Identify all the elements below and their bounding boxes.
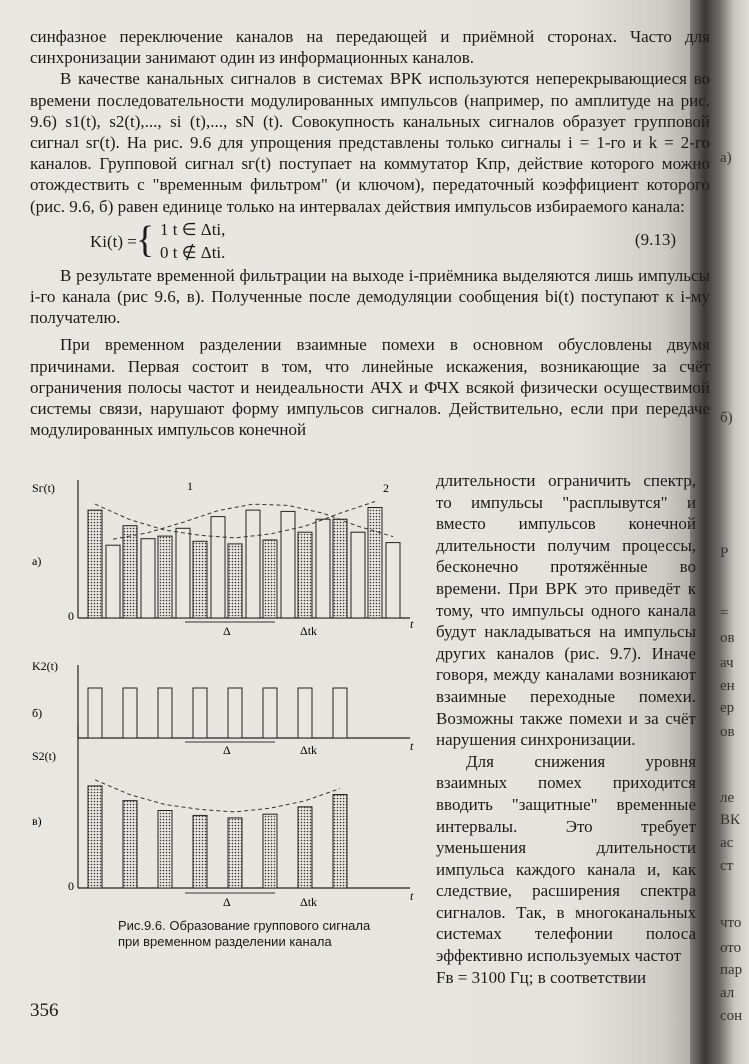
bar-channel-1 <box>351 532 365 618</box>
bar-channel-1 <box>176 528 190 618</box>
side-paragraph-1: длительности ограничить спектр, то импульсы "расплывутся" и вместо импульсов конечной длительности получим процессы, бесконечно протяжённые во времени. При ВРК это приведёт к тому, что импульсы одного канала будут накладываться на импульсы других каналов (рис. 9.7). Иначе говоря, между каналами возникают взаимные переходные помехи. Возможны также помехи и за счёт нарушения синхронизации. <box>436 471 696 750</box>
ylabel-c: S2(t) <box>32 749 56 763</box>
delta-tk-c: Δtk <box>300 895 318 909</box>
pulse-k2 <box>263 688 277 738</box>
next-page-fragment: а) <box>720 150 732 166</box>
pulse-k2 <box>88 688 102 738</box>
bar-channel-1 <box>106 545 120 618</box>
pulse-k2 <box>158 688 172 738</box>
side-paragraph-3: Fв = 3100 Гц; в соответствии <box>436 967 647 987</box>
curve-label-1: 1 <box>187 479 193 493</box>
next-page-fragment: ст <box>720 858 734 874</box>
delta-c: Δ <box>223 895 231 909</box>
ylabel-b: K2(t) <box>32 659 58 673</box>
paragraph-1: синфазное переключение каналов на передающей и приёмной сторонах. Часто для синхронизации занимают один из информационных каналов. <box>30 27 710 68</box>
bar-channel-2 <box>333 519 347 618</box>
panel-label-c: в) <box>32 814 42 828</box>
bar-channel-2-output <box>298 807 312 888</box>
panel-a <box>32 479 414 638</box>
next-page-fragment: ов <box>720 630 735 646</box>
paragraph-2: В качестве канальных сигналов в системах ВРК используются неперекрывающиеся во времени последовательности модулированных импульсов (например, по амплитуде на рис. 9.6) s1(t), s2(t),..., si (t),..., sN (t). Совокупность канальных сигналов образует групповой сигнал sг(t). На рис. 9.6 для упрощения представлены только сигналы i = 1-го и k = 2-го каналов. Групповой сигнал sг(t) поступает на коммутатор Kпр, действие которого можно отождествить с "временным фильтром" (и ключом), передаточный коэффициент которого (рис. 9.6, б) равен единице только на интервалах действия импульсов избираемого канала: <box>30 69 710 216</box>
caption-line-2: при временном разделении канала <box>118 934 332 949</box>
pulse-k2 <box>123 688 137 738</box>
next-page-fragment: пар <box>720 962 743 978</box>
bar-channel-2 <box>368 508 382 619</box>
origin-c: 0 <box>68 879 74 893</box>
bar-channel-2 <box>88 510 102 618</box>
pulses-b <box>88 688 347 738</box>
figure-svg <box>30 470 430 910</box>
next-page-fragment: ер <box>720 700 735 716</box>
bar-channel-2-output <box>158 811 172 888</box>
bar-channel-1 <box>246 510 260 618</box>
paragraph-4: При временном разделении взаимные помехи в основном обусловлены двумя причинами. Первая состоит в том, что линейные искажения, возникающие за счёт ограничения полосы частот и неидеальности АЧХ и ФЧХ всякой физически осуществимой системы связи, нарушают форму импульсов сигналов. Действительно, если при передаче модулированных импульсов конечной <box>30 335 710 440</box>
next-page-fragment: ач <box>720 655 734 671</box>
bar-channel-2-output <box>193 815 207 888</box>
brace-symbol: { <box>136 218 155 261</box>
next-page-fragment: ле <box>720 790 735 806</box>
bar-channel-2-output <box>228 818 242 888</box>
equation-number: (9.13) <box>634 229 676 249</box>
next-page-fragment: б) <box>720 410 733 426</box>
pulse-k2 <box>298 688 312 738</box>
bar-channel-2-output <box>333 795 347 888</box>
equation-case-2: 0 t ∉ Δti. <box>160 242 226 262</box>
bar-channel-2-output <box>123 801 137 888</box>
caption-line-1: Рис.9.6. Образование группового сигнала <box>118 918 371 933</box>
next-page-fragment: ен <box>720 678 735 694</box>
next-page-fragment: ВК <box>720 812 741 828</box>
bar-channel-1 <box>211 517 225 618</box>
equation-case-1: 1 t ∈ Δti, <box>160 219 226 239</box>
next-page-fragment: ал <box>720 985 735 1001</box>
bar-channel-1 <box>386 543 400 618</box>
bar-channel-2 <box>228 544 242 618</box>
next-page-fragment: что <box>720 915 742 931</box>
xlabel-b: t <box>410 739 414 753</box>
figure-9-6 <box>30 470 430 910</box>
page-number: 356 <box>30 1000 59 1021</box>
curve-label-2: 2 <box>383 481 389 495</box>
next-page-fragment: ото <box>720 940 742 956</box>
pulse-k2 <box>228 688 242 738</box>
figure-caption <box>118 918 370 950</box>
bar-channel-2-output <box>88 786 102 888</box>
side-text <box>436 470 696 988</box>
equation-9-13 <box>90 217 710 265</box>
xlabel-c: t <box>410 889 414 903</box>
bar-channel-2 <box>158 536 172 618</box>
bar-channel-1 <box>316 519 330 618</box>
bar-channel-2 <box>263 540 277 618</box>
delta-tk-b: Δtk <box>300 743 318 757</box>
bar-channel-2 <box>298 532 312 618</box>
bar-channel-1 <box>141 539 155 618</box>
bar-channel-2 <box>123 526 137 618</box>
equation-lhs: Ki(t) = <box>90 231 137 251</box>
next-page-fragment: ас <box>720 835 734 851</box>
paragraph-3: В результате временной фильтрации на выходе i-приёмника выделяются лишь импульсы i-го канала (рис 9.6, в). Полученные после демодуляции сообщения bi(t) поступают к i-му получателю. <box>30 265 710 328</box>
next-page-fragment: ов <box>720 724 735 740</box>
side-paragraph-2: Для снижения уровня взаимных помех приходится вводить "защитные" временные интервалы. Это требует уменьшения длительности импульса каждого канала и, как следствие, расширения спектра сигналов. Так, в многоканальных системах телефонии полоса эффективно используемых частот <box>436 751 696 966</box>
ylabel-a: Sг(t) <box>32 481 55 495</box>
bar-channel-1 <box>281 511 295 618</box>
delta-a: Δ <box>223 624 231 638</box>
bar-channel-2 <box>193 541 207 618</box>
panel-label-a: а) <box>32 554 42 568</box>
bar-channel-2-output <box>263 814 277 888</box>
main-text <box>30 26 710 440</box>
pulse-k2 <box>193 688 207 738</box>
next-page-fragment: P <box>720 545 729 561</box>
next-page-fragment: сон <box>720 1008 743 1024</box>
bars-c <box>88 786 347 888</box>
xlabel-a: t <box>410 617 414 631</box>
panel-label-b: б) <box>32 706 43 720</box>
next-page-fragment: = <box>720 605 729 621</box>
origin-a: 0 <box>68 609 74 623</box>
panel-b <box>32 659 414 757</box>
delta-tk-a: Δtk <box>300 624 318 638</box>
pulse-k2 <box>333 688 347 738</box>
delta-b: Δ <box>223 743 231 757</box>
